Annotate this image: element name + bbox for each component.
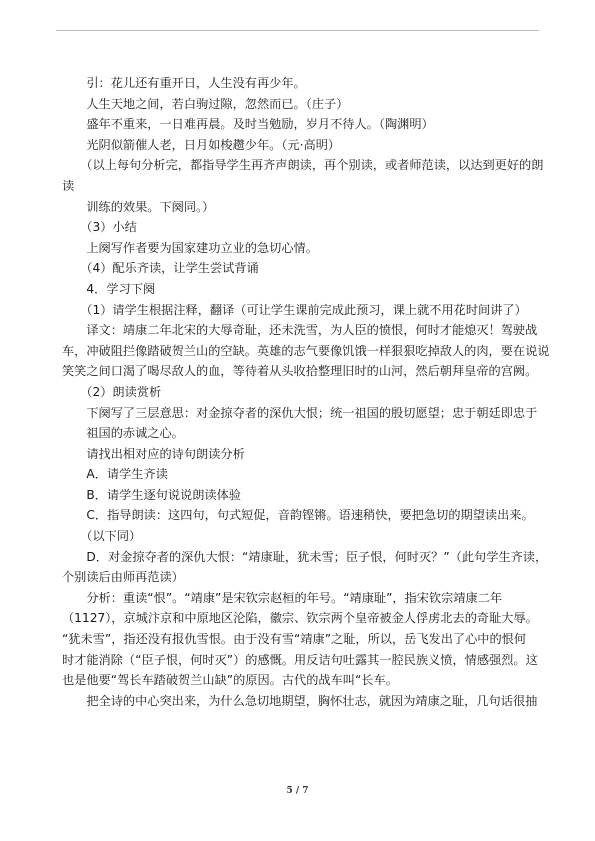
text-line: 请找出相对应的诗句朗读分析 xyxy=(62,446,245,461)
text-line: 人生天地之间，若白驹过隙，忽然而已。（庄子） xyxy=(62,96,349,111)
text-line: 笑笑之间口渴了喝尽敌人的血，等待着从头收拾整理旧时的山河，然后朝拜皇帝的宫阙。 xyxy=(62,364,538,379)
text-line: 也是他要“驾长车踏破贺兰山缺”的原因。古代的战车叫“长车。 xyxy=(62,673,398,688)
text-line: 上阕写作者要为国家建功立业的急切心情。 xyxy=(62,240,318,255)
text-line: 盛年不重来，一日难再晨。及时当勉励，岁月不待人。（陶渊明） xyxy=(62,117,434,132)
section-heading: （2）朗读赏析 xyxy=(62,384,162,399)
text-line: 训练的效果。下阕同。） xyxy=(62,199,215,214)
text-line: 分析：重读“恨”。“靖康”是宋钦宗赵桓的年号。“靖康耻”，指宋钦宗靖康二年 xyxy=(62,590,503,605)
section-heading: （1）请学生根据注释，翻译（可让学生课前完成此预习，课上就不用花时间讲了） xyxy=(62,302,527,317)
text-line: （以上每句分析完，都指导学生再齐声朗读，再个别读，或者师范读，以达到更好的朗 xyxy=(62,158,544,173)
text-line: （1127），京城汴京和中原地区沦陷，徽宗、钦宗两个皇帝被金人俘虏北去的奇耻大辱。 xyxy=(62,611,538,626)
document-body xyxy=(62,73,550,711)
section-heading: （3）小结 xyxy=(62,220,137,235)
text-line: “犹未雪”，指还没有报仇雪恨。由于没有雪“靖康”之耻，所以，岳飞发出了心中的恨何 xyxy=(62,632,527,647)
list-item: D．对金掠夺者的深仇大恨：“靖康耻，犹未雪；臣子恨，何时灭？”（此句学生齐读， xyxy=(62,549,548,564)
section-heading: 4．学习下阕 xyxy=(62,281,156,296)
text-line: 译文：靖康二年北宋的大辱奇耻，还未洗雪，为人臣的愤恨，何时才能熄灭！驾驶战 xyxy=(62,323,538,338)
text-line: 引：花儿还有重开日，人生没有再少年。 xyxy=(62,76,306,90)
section-heading: （4）配乐齐读，让学生尝试背诵 xyxy=(62,261,259,276)
text-line: 祖国的赤诚之心。 xyxy=(62,426,184,441)
page-number: 5 / 7 xyxy=(286,786,309,796)
text-line: 把全诗的中心突出来，为什么急切地期望，胸怀壮志，就因为靖康之耻，几句话很抽 xyxy=(62,693,538,708)
text-line: 下阕写了三层意思：对金掠夺者的深仇大恨；统一祖国的殷切愿望；忠于朝廷即忠于 xyxy=(62,405,538,420)
list-item: C．指导朗读：这四句，句式短促，音韵铿锵。语速稍快，要把急切的期望读出来。 xyxy=(62,508,534,523)
text-line: 读 xyxy=(62,178,75,193)
list-item: A．请学生齐读 xyxy=(62,467,168,482)
text-line: 光阴似箭催人老，日月如梭趱少年。（元·高明） xyxy=(62,137,341,152)
list-item: B．请学生逐句说说朗读体验 xyxy=(62,487,241,502)
text-line: 车，冲破阻拦像踏破贺兰山的空缺。英雄的志气要像饥饿一样狠狠吃掉敌人的肉，要在说说 xyxy=(62,343,550,358)
header-rule xyxy=(56,30,539,31)
text-line: （以下同） xyxy=(62,529,142,544)
text-line: 个别读后由师再范读） xyxy=(62,570,184,585)
text-line: 时才能消除（“臣子恨，何时灭”）的感慨。用反诘句吐露其一腔民族义愤，情感强烈。这 xyxy=(62,652,538,667)
